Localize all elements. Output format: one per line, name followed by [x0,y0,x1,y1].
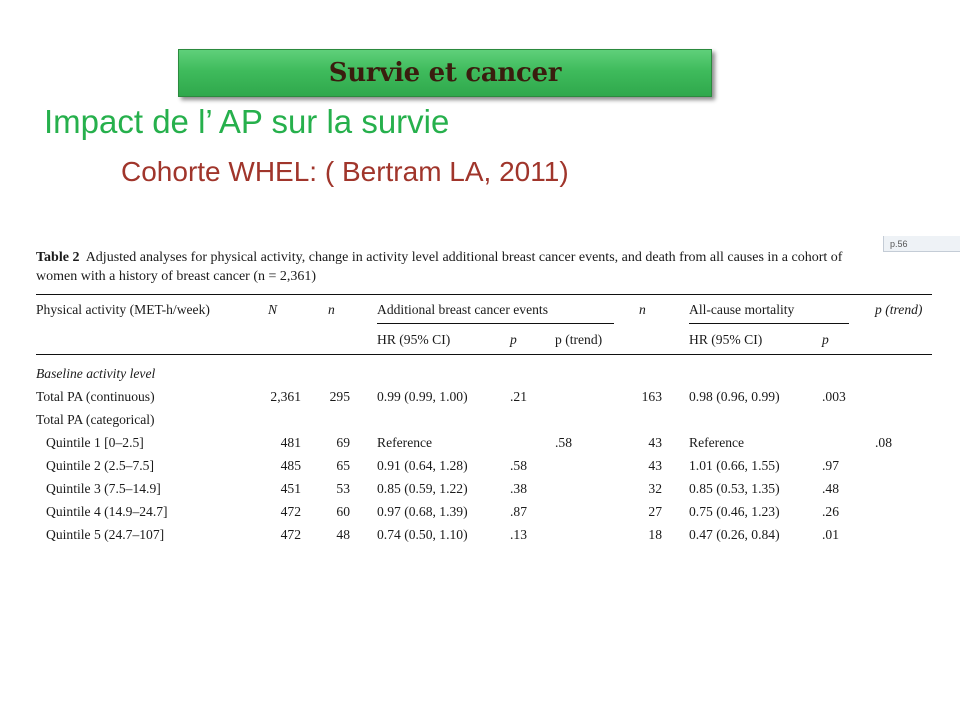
header-p1: p [510,332,517,347]
header-additional-events: Additional breast cancer events [377,302,548,317]
header-n2: n [639,302,646,317]
cell-n1: 69 [336,435,350,450]
cell-hr2: 1.01 (0.66, 1.55) [689,458,780,473]
events-subrule [377,323,614,324]
table-top-rule [36,294,932,295]
slide-title: Survie et cancer [328,58,562,88]
header-hr2: HR (95% CI) [689,332,763,347]
cell-n2: 18 [648,527,662,542]
cell-hr1: 0.85 (0.59, 1.22) [377,481,468,496]
header-mortality: All-cause mortality [689,302,795,317]
caption-line2: women with a history of breast cancer (n = 2,361) [36,269,317,284]
cell-p2: .26 [822,504,839,519]
cell-hr1: 0.74 (0.50, 1.10) [377,527,468,542]
cell-N: 485 [280,458,301,473]
cell-hr1: 0.91 (0.64, 1.28) [377,458,468,473]
row-label: Total PA (categorical) [36,412,155,427]
table-caption [36,248,932,286]
row-label: Quintile 4 (14.9–24.7] [46,504,168,519]
row-label: Quintile 3 (7.5–14.9] [46,481,161,496]
cell-n2: 163 [641,389,662,404]
cell-p2: .003 [822,389,846,404]
cell-hr2: 0.98 (0.96, 0.99) [689,389,780,404]
cell-ptrend1: .58 [555,435,572,450]
row-label: Quintile 5 (24.7–107] [46,527,165,542]
cell-hr2: Reference [689,435,745,450]
cell-n1: 60 [336,504,350,519]
cell-p1: .38 [510,481,527,496]
header-p2: p [822,332,829,347]
caption-label: Table 2 [36,250,80,265]
cell-n1: 53 [336,481,350,496]
cell-N: 481 [280,435,301,450]
cell-p1: .21 [510,389,527,404]
cell-n2: 43 [648,458,662,473]
header-bottom-rule [36,354,932,355]
cell-N: 472 [280,527,301,542]
caption-text: Adjusted analyses for physical activity, change in activity level additional breast cancer events, and death from all causes in a cohort of [85,250,843,265]
cell-n1: 65 [336,458,350,473]
results-table [36,248,932,548]
section-label: Baseline activity level [36,366,156,381]
slide-heading: Impact de l’ AP sur la survie [44,103,450,140]
cell-p2: .01 [822,527,839,542]
row-label: Total PA (continuous) [36,389,155,404]
header-hr1: HR (95% CI) [377,332,451,347]
cell-N: 451 [280,481,301,496]
cell-hr2: 0.47 (0.26, 0.84) [689,527,780,542]
header-p-trend: p (trend) [875,302,923,317]
cell-N: 2,361 [270,389,301,404]
cell-hr1: Reference [377,435,433,450]
cell-hr2: 0.85 (0.53, 1.35) [689,481,780,496]
cell-n2: 32 [648,481,662,496]
cell-n2: 43 [648,435,662,450]
cell-n1: 48 [336,527,350,542]
cell-p1: .13 [510,527,527,542]
cell-n1: 295 [329,389,350,404]
header-physical-activity: Physical activity (MET-h/week) [36,302,210,317]
cell-hr1: 0.97 (0.68, 1.39) [377,504,468,519]
slide-subheading: Cohorte WHEL: ( Bertram LA, 2011) [121,156,569,187]
header-ptrend1: p (trend) [555,332,603,347]
cell-n2: 27 [648,504,662,519]
mortality-subrule [689,323,849,324]
title-box [178,49,712,97]
cell-hr1: 0.99 (0.99, 1.00) [377,389,468,404]
side-tab: p.56 [883,236,960,252]
row-label: Quintile 1 [0–2.5] [46,435,144,450]
cell-p1: .87 [510,504,527,519]
cell-ptrend2: .08 [875,435,892,450]
cell-p1: .58 [510,458,527,473]
cell-p2: .48 [822,481,839,496]
row-label: Quintile 2 (2.5–7.5] [46,458,154,473]
header-n1: n [328,302,335,317]
cell-p2: .97 [822,458,839,473]
header-N: N [268,302,278,317]
cell-N: 472 [280,504,301,519]
cell-hr2: 0.75 (0.46, 1.23) [689,504,780,519]
